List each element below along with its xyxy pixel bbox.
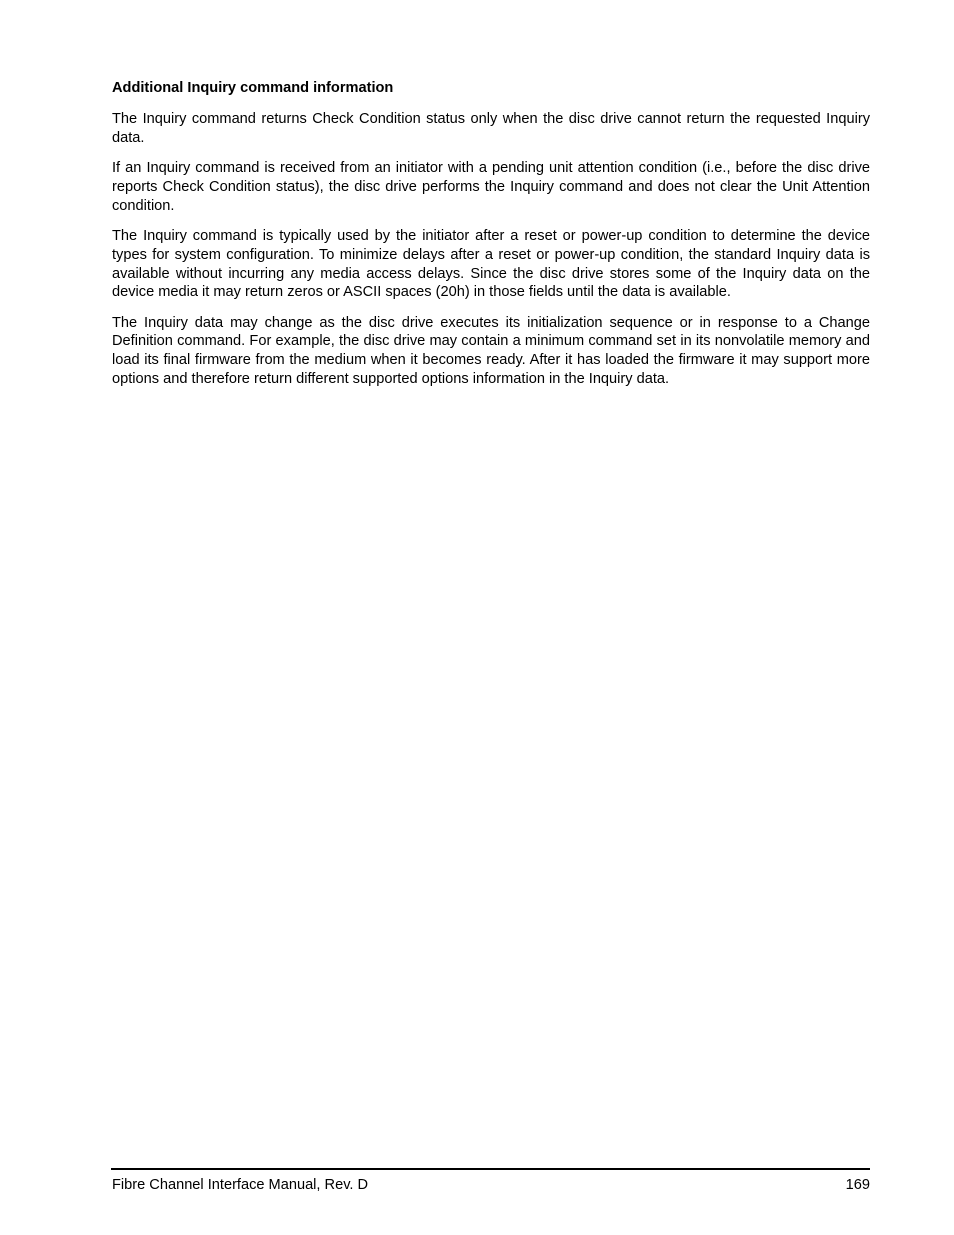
paragraph-change-definition: The Inquiry data may change as the disc drive executes its initialization sequence or in response to a Change Definition command. For example, the disc drive may contain a minimum command set in its nonvolatile memory and load its final firmware from the medium when it becomes ready. After it has loaded the firmware it may support more options and therefore return different supported options information in the Inquiry data.: [112, 314, 870, 388]
footer-page-number: 169: [845, 1177, 870, 1193]
footer-manual-title: Fibre Channel Interface Manual, Rev. D: [112, 1177, 369, 1193]
section-heading: Additional Inquiry command information: [112, 80, 394, 96]
paragraph-unit-attention: If an Inquiry command is received from an initiator with a pending unit attention condition (i.e., before the disc drive reports Check Condition status), the disc drive performs the Inquiry command and does not clear the Unit Attention condition.: [112, 160, 870, 214]
section-body: [112, 79, 870, 400]
paragraph-system-configuration: The Inquiry command is typically used by the initiator after a reset or power-up condition to determine the device types for system configuration. To minimize delays after a reset or power-up condition, the standard Inquiry data is available without incurring any media access delays. Since the disc drive stores some of the Inquiry data on the device media it may return zeros or ASCII spaces (20h) in those fields until the data is available.: [112, 227, 870, 301]
footer-divider: [111, 1168, 870, 1170]
page-footer: [112, 1176, 870, 1196]
paragraph-check-condition: The Inquiry command returns Check Condition status only when the disc drive cannot return the requested Inquiry data.: [112, 111, 870, 146]
